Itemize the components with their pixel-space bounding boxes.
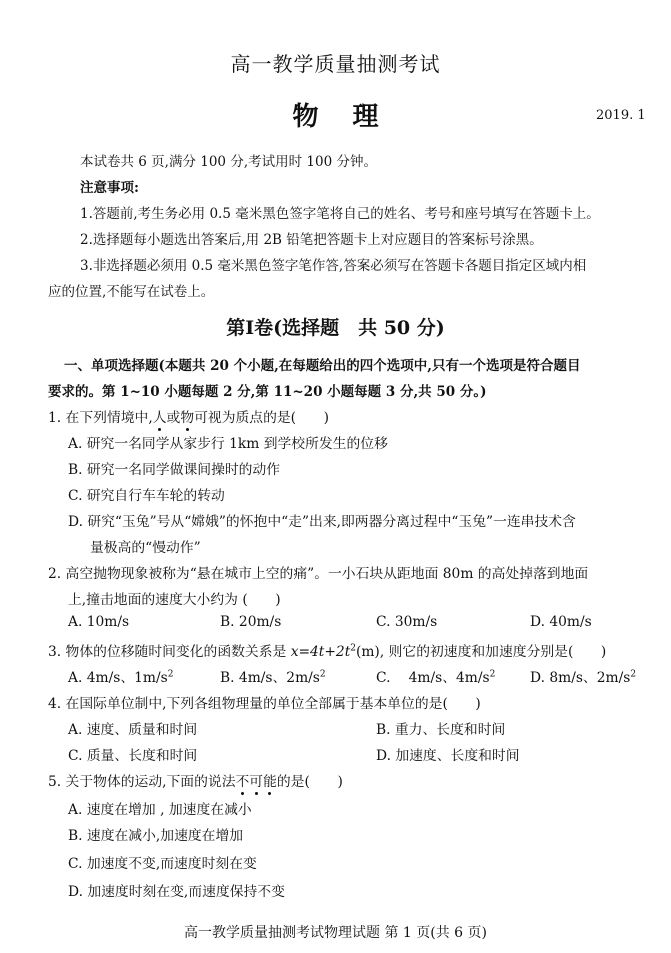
q3-option-a: A. 4m/s、$1m/s^2$ <box>68 669 174 686</box>
q4-option-c: C. 质量、长度和时间 <box>68 748 198 764</box>
q3-option-c: C. 4m/s、$4m/s^2$ <box>376 669 496 686</box>
q5-option-c: C. 加速度不变,而速度时刻在变 <box>68 856 257 872</box>
question-2-stem-line2: 上,撞击地面的速度大小约为 ( ) <box>68 592 281 608</box>
q1-emphasis-2: 物 <box>180 410 195 426</box>
q3-formula-exponent: 2 <box>350 643 356 654</box>
q5-option-a: A. 速度在增加 , 加速度在减小 <box>68 802 252 818</box>
q3-formula-unit: (m) <box>355 644 380 660</box>
q2-option-b: B. 20m/s <box>220 614 282 630</box>
note-3b: 应的位置,不能写在试卷上。 <box>48 284 215 300</box>
q4-option-b: B. 重力、长度和时间 <box>376 722 506 738</box>
note-1: 1.答题前,考生务必用 0.5 毫米黑色签字笔将自己的姓名、考号和座号填写在答题卡上。 <box>80 206 600 222</box>
section-instruction-b: 要求的。第 1~10 小题每题 2 分,第 11~20 小题每题 3 分,共 50 分。) <box>48 384 487 400</box>
note-2: 2.选择题每小题选出答案后,用 2B 铅笔把答题卡上对应题目的答案标号涂黑。 <box>80 232 543 248</box>
q5-option-d: D. 加速度时刻在变,而速度保持不变 <box>68 884 285 900</box>
exam-date: 2019. 1 <box>596 108 646 123</box>
note-3a: 3.非选择题必须用 0.5 毫米黑色签字笔作答,答案必须写在答题卡各题目指定区域内相 <box>80 258 587 274</box>
q1-option-b: B. 研究一名同学做课间操时的动作 <box>68 462 281 478</box>
q5-stem-pre: 5. 关于物体的运动,下面的说法 <box>48 774 236 790</box>
q5-emphasis-1: 不 <box>235 774 250 790</box>
section-instruction-a: 一、单项选择题(本题共 20 个小题,在每题给出的四个选项中,只有一个选项是符合题目 <box>64 358 581 374</box>
q5-stem-post: 的是( ) <box>276 774 343 790</box>
section-title: 第Ⅰ卷(选择题 共 50 分) <box>226 317 445 339</box>
q1-option-c: C. 研究自行车车轮的转动 <box>68 488 225 504</box>
q3-stem-pre: 3. 物体的位移随时间变化的函数关系是 <box>48 644 291 660</box>
page-footer: 高一教学质量抽测考试物理试题 第 1 页(共 6 页) <box>184 925 487 941</box>
q2-option-d: D. 40m/s <box>530 614 592 630</box>
question-2-stem-line1: 2. 高空抛物现象被称为“悬在城市上空的痛”。一小石块从距地面 80m 的高处掉落到地面 <box>48 566 589 582</box>
q5-option-b: B. 速度在减小,加速度在增加 <box>68 828 244 844</box>
question-3-stem <box>48 640 606 660</box>
q2-option-c: C. 30m/s <box>376 614 438 630</box>
q1-emphasis-1: 人 <box>152 410 167 426</box>
q3-stem-post: , 则它的初速度和加速度分别是( ) <box>379 644 607 660</box>
subject-title: 物理 <box>292 102 413 132</box>
q3-option-b: B. 4m/s、$2m/s^2$ <box>220 669 326 686</box>
q4-option-a: A. 速度、质量和时间 <box>68 722 198 738</box>
q4-option-d: D. 加速度、长度和时间 <box>376 748 520 764</box>
q5-emphasis-3: 能 <box>263 774 277 790</box>
q1-stem-pre: 1. 在下列情境中, <box>48 410 153 426</box>
q2-option-a: A. 10m/s <box>68 614 130 630</box>
question-1-stem <box>48 406 329 426</box>
question-5-stem <box>48 770 343 790</box>
q1-stem-post: 可视为质点的是( ) <box>194 410 330 426</box>
question-4-stem: 4. 在国际单位制中,下列各组物理量的单位全部属于基本单位的是( ) <box>48 696 481 712</box>
q3-formula: x=4t+2t <box>290 644 351 660</box>
q1-stem-mid: 或 <box>166 410 181 426</box>
q1-option-a: A. 研究一名同学从家步行 1km 到学校所发生的位移 <box>68 436 388 452</box>
q5-emphasis-2: 可 <box>249 774 264 790</box>
exam-title: 高一教学质量抽测考试 <box>230 52 441 76</box>
q3-option-d: D. 8m/s、$2m/s^2$ <box>530 669 637 686</box>
notice-heading: 注意事项: <box>80 180 139 196</box>
q1-option-d-line1: D. 研究“玉兔”号从“嫦娥”的怀抱中“走”出来,即两器分离过程中“玉兔”一连串技术含 <box>68 514 576 530</box>
intro-line: 本试卷共 6 页,满分 100 分,考试用时 100 分钟。 <box>80 154 377 170</box>
q1-option-d-line2: 量极高的“慢动作” <box>90 540 201 556</box>
